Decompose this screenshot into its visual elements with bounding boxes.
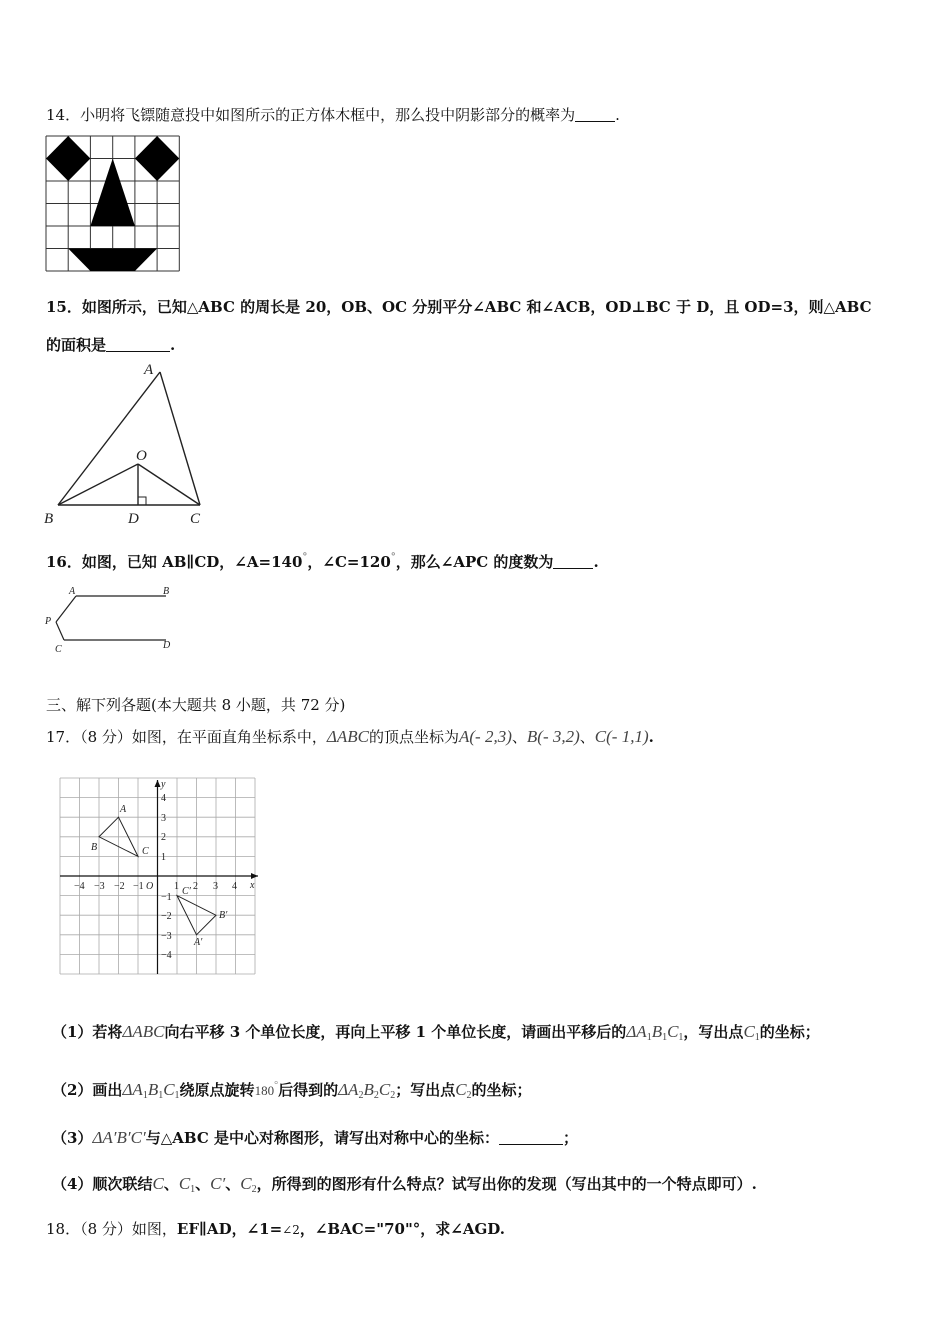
left-diamond (46, 136, 90, 181)
sub2-mid2: 后得到的 (278, 1081, 339, 1099)
label-B-prime: B′ (219, 910, 228, 921)
q17-text-mid: 的顶点坐标为 (369, 728, 460, 746)
sub3-mid: 与△ABC 是中心对称图形，请写出对称中心的坐标： (145, 1129, 499, 1147)
label-B: B (163, 586, 170, 597)
q17-triangle-abc: ΔABC (326, 727, 369, 746)
label-C: C (55, 644, 62, 655)
sub2-post: 的坐标； (471, 1081, 532, 1099)
q16-end: . (593, 553, 599, 571)
q15-answer-blank[interactable] (106, 337, 170, 352)
q15-text-line2: 的面积是 (46, 336, 107, 354)
x-tick: −3 (94, 881, 105, 892)
q14-dartboard-figure (46, 136, 180, 272)
separator: 、 (511, 728, 527, 746)
bottom-trapezoid (68, 249, 157, 272)
sub1-triangle: ΔABC (122, 1022, 165, 1041)
sub2-pre: （2）画出 (52, 1081, 123, 1099)
q14-question (46, 104, 620, 125)
label-O: O (136, 448, 147, 464)
q15-end: . (170, 336, 176, 354)
q14-answer-blank[interactable] (575, 107, 615, 122)
q16-question (46, 551, 599, 572)
q16-text-mid: ，∠C=120 (307, 553, 391, 571)
q17-sub3 (52, 1127, 578, 1148)
degree-sign-2: ° (390, 552, 396, 563)
x-tick: −2 (114, 881, 125, 892)
sub1-triangle-1: $\Delta A_1B_1C_1$ (626, 1022, 684, 1043)
q14-text: 14．小明将飞镖随意投中如图所示的正方体木框中，那么投中阴影部分的概率为 (46, 106, 576, 124)
y-tick-labels (161, 793, 172, 961)
y-tick: −4 (161, 950, 172, 961)
q16-text-pre: 16．如图，已知 AB∥CD，∠A=140 (46, 553, 303, 571)
label-C: C (142, 846, 149, 857)
label-A: A (144, 362, 154, 378)
q16-answer-blank[interactable] (553, 554, 593, 569)
x-tick: 2 (193, 881, 198, 892)
sub3-triangle-prime: ΔA′B′C′ (92, 1128, 146, 1147)
sub2-triangle-2: $\Delta A_2B_2C_2$ (338, 1080, 396, 1101)
x-axis-label: x (250, 880, 255, 891)
q17-sub2 (52, 1079, 532, 1101)
y-tick: 1 (161, 852, 166, 863)
y-tick: 3 (161, 813, 166, 824)
separator: 、 (195, 1175, 211, 1193)
separator: 、 (225, 1175, 241, 1193)
sub2-triangle-1: $\Delta A_1B_1C_1$ (122, 1080, 180, 1101)
right-diamond (135, 136, 179, 181)
sub1-post: 的坐标； (759, 1023, 820, 1041)
sub4-post: ，所得到的图形有什么特点？试写出你的发现（写出其中的一个特点即可）. (256, 1175, 757, 1193)
center-triangle (90, 159, 134, 227)
x-tick: −1 (133, 881, 144, 892)
label-A-prime: A′ (194, 937, 203, 948)
label-B: B (91, 842, 98, 853)
separator: 、 (579, 728, 595, 746)
sub2-mid3: ；写出点 (395, 1081, 456, 1099)
x-tick: 1 (174, 881, 179, 892)
label-C-prime: C′ (182, 886, 191, 897)
sub2-mid: 绕原点旋转 (179, 1081, 255, 1099)
q15-triangle-figure (40, 360, 220, 530)
sub1-mid: 向右平移 3 个单位长度，再向上平移 1 个单位长度，请画出平移后的 (164, 1023, 627, 1041)
y-tick: −1 (161, 892, 172, 903)
q17-coord-b: B(- 3,2) (526, 727, 580, 746)
sub2-point-c2: $C_2$ (455, 1080, 472, 1101)
y-tick: −3 (161, 931, 172, 942)
q17-coord-c: C(- 1,1) (594, 727, 649, 746)
label-A: A (120, 804, 127, 815)
section-3-title-text: 三、解下列各题(本大题共 8 小题，共 72 分) (46, 696, 346, 714)
q17-coord-a: A(- 2,3) (459, 727, 512, 746)
sub1-point-c1: $C_1$ (743, 1022, 760, 1043)
q18-post: ，∠BAC="70"°，求∠AGD. (299, 1220, 505, 1238)
label-D: D (128, 511, 139, 527)
sub4-point-c1: $C_1$ (178, 1174, 196, 1195)
q17-text-pre: 17．（8 分）如图，在平面直角坐标系中， (46, 728, 327, 746)
sub3-pre: （3） (52, 1129, 93, 1147)
x-tick: 4 (232, 881, 237, 892)
sub3-end: ； (562, 1129, 578, 1147)
x-tick: 3 (213, 881, 218, 892)
label-P: P (45, 616, 52, 627)
sub4-point-c-prime: C′ (210, 1174, 226, 1193)
q16-parallel-lines-figure (42, 582, 182, 658)
q15-question-line2 (46, 334, 175, 355)
x-tick-labels (74, 881, 237, 892)
y-axis-label: y (161, 779, 166, 790)
q17-coordinate-grid (60, 778, 260, 976)
sub4-point-c2: $C_2$ (240, 1174, 257, 1195)
sub4-point-c: C (152, 1174, 164, 1193)
separator: 、 (163, 1175, 179, 1193)
q17-end: . (648, 728, 654, 746)
x-tick: −4 (74, 881, 85, 892)
q14-end: . (615, 106, 620, 124)
q17-question (46, 726, 654, 747)
degree-sign-1: ° (302, 552, 308, 563)
q18-question (46, 1218, 505, 1239)
y-tick: 4 (161, 793, 166, 804)
q15-question-line1 (46, 296, 872, 317)
q16-text-post: ，那么∠APC 的度数为 (395, 553, 554, 571)
section-3-title (46, 694, 345, 715)
y-tick: 2 (161, 832, 166, 843)
q18-angle2: ∠2 (282, 1223, 300, 1237)
sub3-answer-blank[interactable] (499, 1130, 563, 1145)
sub1-pre: （1）若将 (52, 1023, 123, 1041)
sub2-angle: 180° (254, 1080, 279, 1098)
label-A: A (69, 586, 76, 597)
origin-label: O (146, 881, 154, 892)
q17-sub1 (52, 1021, 820, 1043)
label-D: D (163, 640, 171, 651)
q15-text-line1: 15．如图所示，已知△ABC 的周长是 20，OB、OC 分别平分∠ABC 和∠ACB，OD⊥BC 于 D，且 OD=3，则△ABC (46, 298, 872, 316)
label-C: C (190, 511, 201, 527)
q17-sub4 (52, 1173, 757, 1195)
sub4-pre: （4）顺次联结 (52, 1175, 153, 1193)
label-B: B (44, 511, 54, 527)
sub1-mid2: ，写出点 (683, 1023, 744, 1041)
q18-bold: EF∥AD，∠1= (176, 1220, 283, 1238)
q18-pre: 18．（8 分）如图， (46, 1220, 177, 1238)
y-tick: −2 (161, 911, 172, 922)
